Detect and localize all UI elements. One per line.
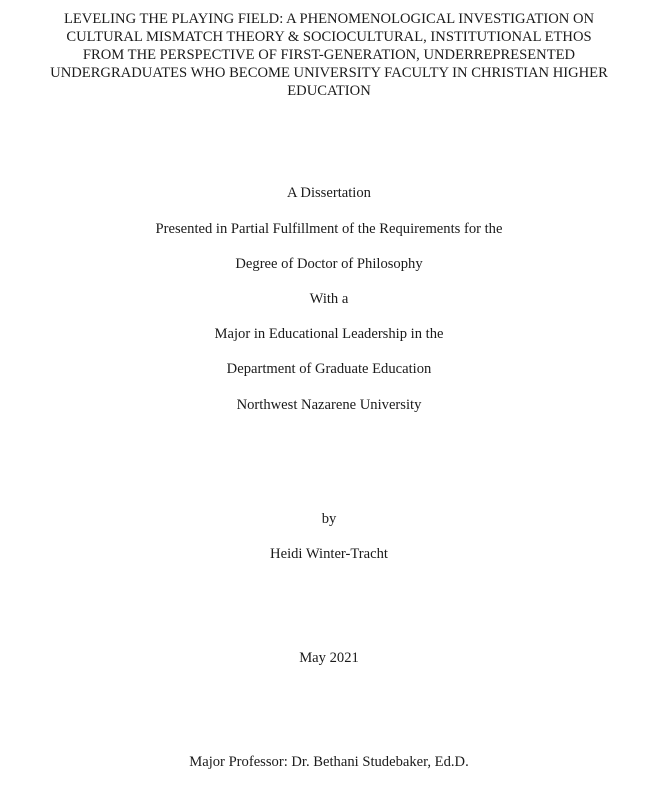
presented-statement: Presented in Partial Fulfillment of the Requirements for the	[155, 221, 503, 237]
dissertation-title	[20, 10, 638, 100]
title-line: LEVELING THE PLAYING FIELD: A PHENOMENOLOGICAL INVESTIGATION ON	[63, 11, 595, 27]
author-name: Heidi Winter-Tracht	[270, 546, 388, 562]
major-field: Major in Educational Leadership in the	[214, 326, 444, 342]
title-line: CULTURAL MISMATCH THEORY & SOCIOCULTURAL, INSTITUTIONAL ETHOS	[66, 29, 592, 45]
document-type: A Dissertation	[287, 185, 371, 201]
major-professor: Major Professor: Dr. Bethani Studebaker, Ed.D.	[189, 754, 469, 770]
university-name: Northwest Nazarene University	[236, 397, 422, 413]
department-name: Department of Graduate Education	[226, 361, 432, 377]
with-a-text: With a	[309, 291, 349, 307]
by-text: by	[321, 511, 337, 527]
title-line: FROM THE PERSPECTIVE OF FIRST-GENERATION, UNDERREPRESENTED	[82, 47, 576, 63]
degree-name: Degree of Doctor of Philosophy	[235, 256, 423, 272]
title-line: UNDERGRADUATES WHO BECOME UNIVERSITY FACULTY IN CHRISTIAN HIGHER	[50, 65, 608, 81]
submission-date: May 2021	[299, 650, 359, 666]
title-line: EDUCATION	[287, 83, 371, 99]
